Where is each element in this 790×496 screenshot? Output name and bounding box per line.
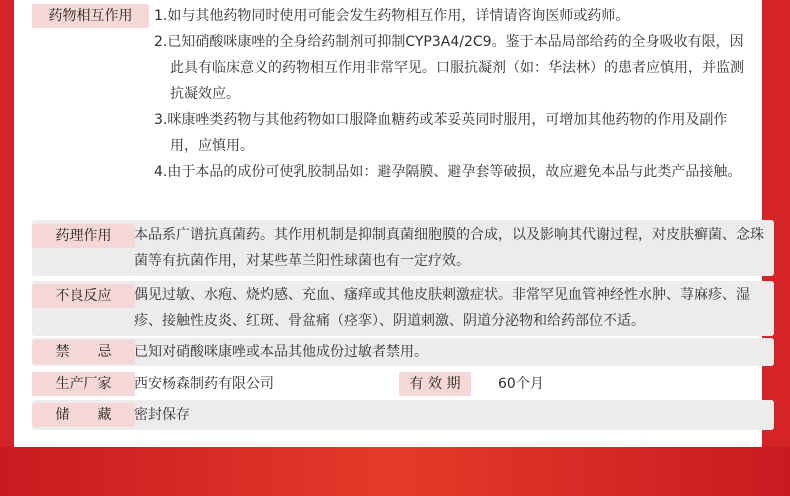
drug-info-card: [14, 0, 762, 440]
adverse-label: 不良反应: [32, 284, 135, 308]
adverse-row: [32, 281, 774, 336]
validity-label: 有 效 期: [399, 372, 471, 396]
manufacturer-row: [32, 370, 774, 398]
contraindication-text: 已知对硝酸咪康唑或本品其他成份过敏者禁用。: [134, 344, 428, 360]
interaction-label: 药物相互作用: [32, 4, 149, 28]
pharmacology-row: [32, 220, 774, 276]
pharmacology-label: 药理作用: [32, 224, 135, 248]
storage-row: [32, 400, 774, 430]
bottom-red-band: [0, 447, 790, 496]
adverse-text: 偶见过敏、水疱、烧灼感、充血、瘙痒或其他皮肤刺激症状。非常罕见血管神经性水肿、荨麻疹、湿疹、接触性皮炎、红斑、骨盆痛（痉挛）、阴道刺激、阴道分泌物和给药部位不适。: [134, 287, 750, 329]
contraindication-label: 禁 忌: [32, 340, 135, 364]
contraindication-row: [32, 338, 774, 366]
interaction-list: [154, 3, 744, 185]
manufacturer-label: 生产厂家: [32, 372, 135, 396]
pharmacology-text: 本品系广谱抗真菌药。其作用机制是抑制真菌细胞膜的合成，以及影响其代谢过程，对皮肤癣菌、念珠菌等有抗菌作用，对某些革兰阳性球菌也有一定疗效。: [134, 227, 764, 269]
interaction-item: 2.已知硝酸咪康唑的全身给药制剂可抑制CYP3A4/2C9。鉴于本品局部给药的全身吸收有限，因此具有临床意义的药物相互作用非常罕见。口服抗凝剂（如：华法林）的患者应慎用，并监测抗凝效应。: [154, 34, 744, 102]
left-red-border: [0, 0, 14, 447]
interaction-item: 1.如与其他药物同时使用可能会发生药物相互作用，详情请咨询医师或药师。: [154, 8, 630, 24]
storage-label: 储 藏: [32, 403, 135, 427]
manufacturer-text: 西安杨森制药有限公司: [134, 376, 274, 392]
interaction-item: 3.咪康唑类药物与其他药物如口服降血糖药或苯妥英同时服用，可增加其他药物的作用及副作用，应慎用。: [154, 112, 728, 154]
storage-text: 密封保存: [134, 407, 190, 423]
validity-text: 60个月: [498, 376, 544, 392]
interaction-item: 4.由于本品的成份可使乳胶制品如：避孕隔膜、避孕套等破损，故应避免本品与此类产品接触。: [154, 164, 742, 180]
